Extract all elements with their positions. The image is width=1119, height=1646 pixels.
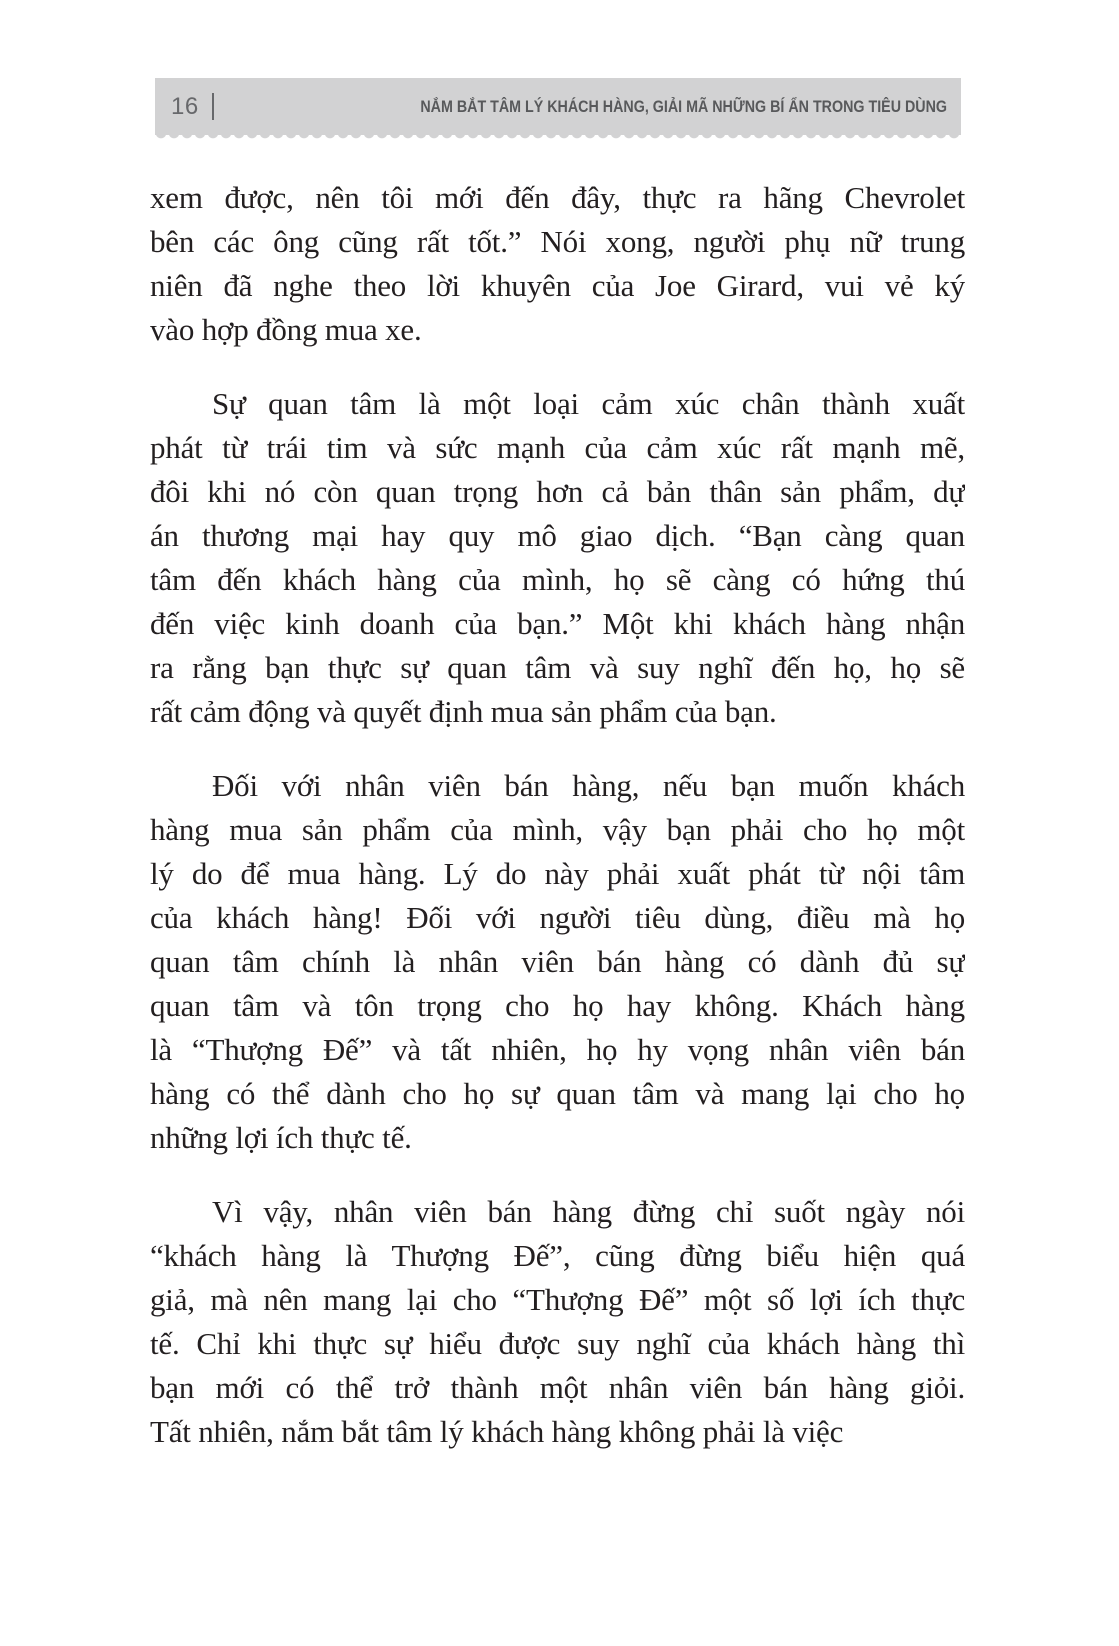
text-line: của khách hàng! Đối với người tiêu dùng, điều mà họ — [150, 900, 965, 935]
text-line: rất cảm động và quyết định mua sản phẩm của bạn. — [150, 694, 777, 729]
page-body — [150, 176, 965, 1454]
paragraph — [150, 382, 965, 734]
text-line: Đối với nhân viên bán hàng, nếu bạn muốn khách — [212, 768, 965, 803]
running-title — [214, 97, 961, 117]
text-line: đôi khi nó còn quan trọng hơn cả bản thân sản phẩm, dự — [150, 474, 965, 509]
text-line: ra rằng bạn thực sự quan tâm và suy nghĩ đến họ, họ sẽ — [150, 650, 965, 685]
text-line: bên các ông cũng rất tốt.” Nói xong, người phụ nữ trung — [150, 224, 965, 259]
text-line: hàng có thể dành cho họ sự quan tâm và mang lại cho họ — [150, 1076, 965, 1111]
running-title-text: NẮM BẮT TÂM LÝ KHÁCH HÀNG, GIẢI MÃ NHỮNG BÍ ẨN TRONG TIÊU DÙNG — [420, 96, 947, 116]
text-line: Tất nhiên, nắm bắt tâm lý khách hàng không phải là việc — [150, 1414, 844, 1449]
text-line: những lợi ích thực tế. — [150, 1120, 412, 1155]
page-number: 16 — [171, 92, 199, 120]
text-line: tâm đến khách hàng của mình, họ sẽ càng có hứng thú — [150, 562, 965, 597]
text-line: vào hợp đồng mua xe. — [150, 312, 422, 347]
text-line: Sự quan tâm là một loại cảm xúc chân thành xuất — [212, 386, 965, 421]
text-line: xem được, nên tôi mới đến đây, thực ra hãng Chevrolet — [150, 180, 965, 215]
paragraph — [150, 176, 965, 352]
text-line: là “Thượng Đế” và tất nhiên, họ hy vọng nhân viên bán — [150, 1032, 965, 1067]
text-line: giả, mà nên mang lại cho “Thượng Đế” một số lợi ích thực — [150, 1282, 965, 1317]
text-line: niên đã nghe theo lời khuyên của Joe Girard, vui vẻ ký — [150, 268, 965, 303]
paragraph — [150, 764, 965, 1160]
text-line: phát từ trái tim và sức mạnh của cảm xúc rất mạnh mẽ, — [150, 430, 965, 465]
text-line: quan tâm chính là nhân viên bán hàng có dành đủ sự — [150, 944, 965, 979]
text-line: quan tâm và tôn trọng cho họ hay không. Khách hàng — [150, 988, 965, 1023]
text-line: lý do để mua hàng. Lý do này phải xuất phát từ nội tâm — [150, 856, 965, 891]
text-line: tế. Chỉ khi thực sự hiểu được suy nghĩ của khách hàng thì — [150, 1326, 965, 1361]
text-line: “khách hàng là Thượng Đế”, cũng đừng biểu hiện quá — [150, 1238, 965, 1273]
text-line: Vì vậy, nhân viên bán hàng đừng chỉ suốt ngày nói — [212, 1194, 965, 1229]
paragraph — [150, 1190, 965, 1454]
text-line: hàng mua sản phẩm của mình, vậy bạn phải cho họ một — [150, 812, 965, 847]
page-header — [155, 78, 961, 135]
text-line: đến việc kinh doanh của bạn.” Một khi khách hàng nhận — [150, 606, 965, 641]
text-line: bạn mới có thể trở thành một nhân viên bán hàng giỏi. — [150, 1370, 965, 1405]
text-line: án thương mại hay quy mô giao dịch. “Bạn càng quan — [150, 518, 965, 553]
